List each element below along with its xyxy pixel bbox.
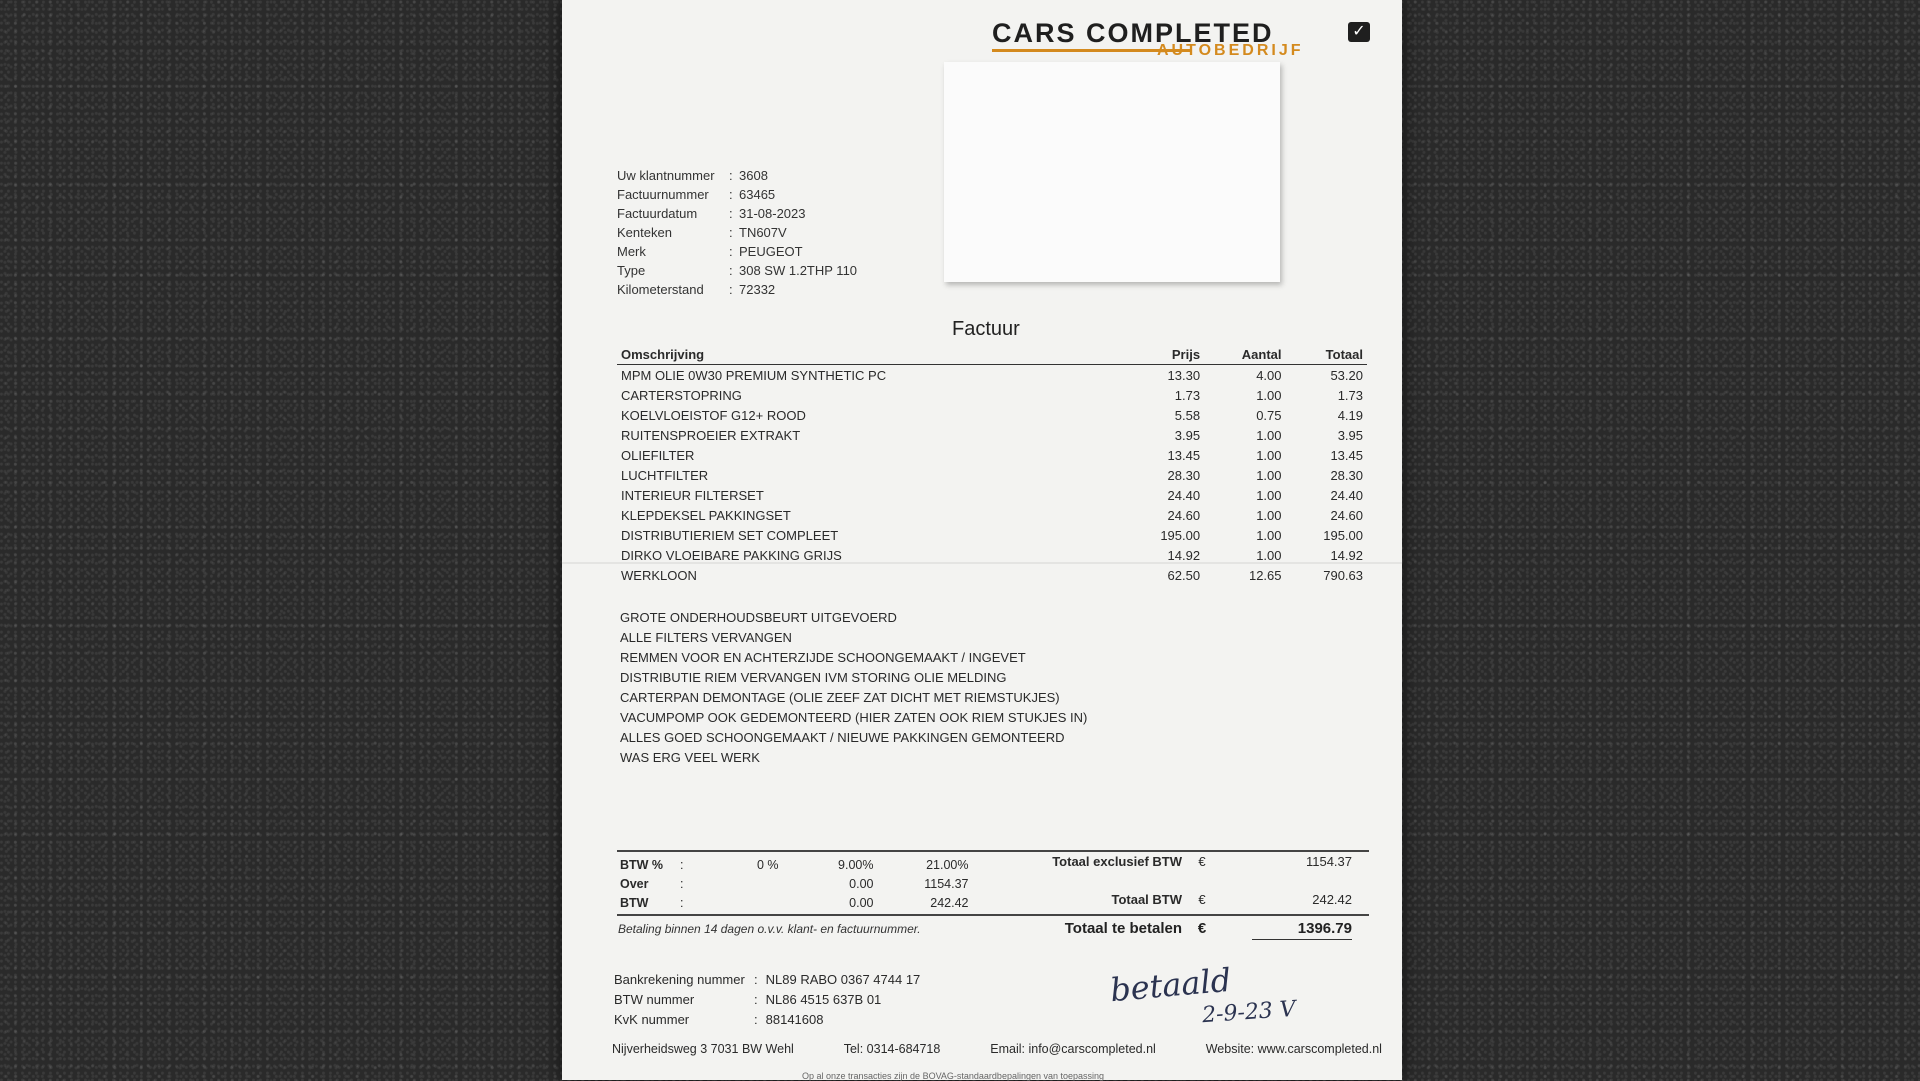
invoice-lines-table — [617, 344, 1367, 585]
table-row — [617, 505, 1367, 525]
cell-description: WERKLOON — [621, 567, 697, 583]
info-row — [617, 261, 857, 280]
cell-total: 28.30 — [1330, 467, 1363, 483]
bank-sep: : — [754, 992, 758, 1007]
bank-row — [614, 1010, 920, 1030]
grand-total-row — [1032, 920, 1370, 940]
info-row — [617, 242, 857, 261]
cell-quantity: 1.00 — [1256, 467, 1282, 483]
cell-price: 13.45 — [1167, 447, 1201, 463]
info-row — [617, 223, 857, 242]
invoice-paper — [562, 0, 1402, 1080]
vat-col-21: 21.00% — [926, 858, 969, 872]
info-value: 31-08-2023 — [739, 206, 806, 221]
vat-col-21: 1154.37 — [924, 877, 969, 891]
handwritten-paid-note: betaald — [1108, 960, 1233, 1010]
invoice-title: Factuur — [952, 318, 1020, 340]
cell-quantity: 1.00 — [1256, 427, 1282, 443]
totals-block — [1032, 852, 1370, 909]
footer-disclaimer: Op al onze transacties zijn de BOVAG-standaardbepalingen van toepassing — [802, 1071, 1105, 1081]
currency-symbol: € — [1198, 854, 1206, 869]
cell-total: 1.73 — [1337, 387, 1363, 403]
header-price: Prijs — [1127, 344, 1204, 365]
bank-key: Bankrekening nummer — [614, 972, 745, 987]
grand-total-value: 1396.79 — [1252, 920, 1352, 940]
info-value: 3608 — [739, 168, 768, 183]
cell-total: 13.45 — [1330, 447, 1363, 463]
footer-website: Website: www.carscompleted.nl — [1205, 1042, 1382, 1056]
cell-description: CARTERSTOPRING — [621, 387, 742, 403]
vat-label: BTW — [620, 896, 649, 910]
bank-value: NL86 4515 637B 01 — [765, 992, 882, 1007]
logo-subtitle: AUTOBEDRIJF — [1157, 42, 1304, 59]
company-footer — [612, 1042, 1382, 1056]
cell-description: OLIEFILTER — [621, 447, 695, 463]
grand-total-label: Totaal te betalen — [1064, 920, 1182, 937]
logo-text: CARS COMPLETED — [992, 18, 1274, 48]
info-row — [617, 166, 857, 185]
info-sep: : — [729, 282, 733, 297]
note-line: VACUMPOMP OOK GEDEMONTEERD (HIER ZATEN OOK RIEM STUKJES IN) — [620, 710, 1088, 725]
cell-price: 62.50 — [1167, 567, 1201, 583]
cell-quantity: 1.00 — [1256, 387, 1282, 403]
bank-value: NL89 RABO 0367 4744 17 — [765, 972, 921, 987]
cell-total: 4.19 — [1337, 407, 1363, 423]
payment-terms: Betaling binnen 14 dagen o.v.v. klant- en factuurnummer. — [618, 922, 921, 936]
cell-price: 24.60 — [1167, 507, 1201, 523]
total-excl-value: 1154.37 — [1305, 854, 1352, 869]
bank-details — [614, 970, 920, 1030]
customer-info — [617, 166, 857, 299]
spacer-row — [1032, 871, 1370, 890]
vat-sep: : — [680, 877, 684, 891]
cell-price: 195.00 — [1160, 527, 1201, 543]
currency-symbol: € — [1198, 892, 1206, 907]
info-row — [617, 280, 857, 299]
note-line: ALLES GOED SCHOONGEMAAKT / NIEUWE PAKKINGEN GEMONTEERD — [620, 730, 1065, 745]
cell-price: 13.30 — [1167, 367, 1201, 383]
info-sep: : — [729, 244, 733, 259]
total-excl-label: Totaal exclusief BTW — [1052, 854, 1182, 869]
header-total: Totaal — [1286, 344, 1367, 365]
info-value: PEUGEOT — [739, 244, 803, 259]
cell-total: 24.60 — [1330, 507, 1363, 523]
cell-quantity: 1.00 — [1256, 447, 1282, 463]
total-excl-row — [1032, 852, 1370, 871]
cell-quantity: 1.00 — [1256, 487, 1282, 503]
cell-total: 24.40 — [1330, 487, 1363, 503]
bank-sep: : — [754, 972, 758, 987]
vat-col-0: 0 % — [756, 858, 779, 872]
cell-price: 1.73 — [1174, 387, 1201, 403]
cell-description: DISTRIBUTIERIEM SET COMPLEET — [621, 527, 839, 543]
bank-row — [614, 990, 920, 1010]
info-value: 72332 — [739, 282, 776, 297]
info-key: Kilometerstand — [617, 282, 704, 297]
note-line: WAS ERG VEEL WERK — [620, 750, 760, 765]
cell-description: INTERIEUR FILTERSET — [621, 487, 764, 503]
info-row — [617, 204, 857, 223]
info-sep: : — [729, 168, 733, 183]
info-value: TN607V — [739, 225, 787, 240]
table-header-row — [617, 344, 1367, 365]
cell-price: 28.30 — [1167, 467, 1201, 483]
cell-description: RUITENSPROEIER EXTRAKT — [621, 427, 801, 443]
vat-row — [620, 856, 968, 875]
vat-col-0 — [683, 894, 778, 913]
table-row — [617, 385, 1367, 405]
header-description: Omschrijving — [617, 344, 1127, 365]
cell-quantity: 4.00 — [1256, 367, 1282, 383]
work-notes — [620, 608, 1087, 768]
cell-quantity: 12.65 — [1248, 567, 1282, 583]
cell-quantity: 1.00 — [1256, 527, 1282, 543]
note-line: CARTERPAN DEMONTAGE (OLIE ZEEF ZAT DICHT MET RIEMSTUKJES) — [620, 690, 1060, 705]
cell-quantity: 1.00 — [1256, 547, 1282, 563]
table-row — [617, 405, 1367, 425]
info-key: Type — [617, 263, 646, 278]
info-value: 308 SW 1.2THP 110 — [739, 263, 858, 278]
vat-col-9: 0.00 — [849, 877, 874, 891]
cell-total: 53.20 — [1330, 367, 1363, 383]
address-sticker — [944, 62, 1280, 282]
vat-col-9: 9.00% — [838, 858, 874, 872]
vat-breakdown — [620, 856, 968, 913]
table-row — [617, 565, 1367, 585]
cell-description: LUCHTFILTER — [621, 467, 709, 483]
bank-sep: : — [754, 1012, 758, 1027]
info-key: Uw klantnummer — [617, 168, 715, 183]
cell-total: 195.00 — [1323, 527, 1363, 543]
cell-price: 3.95 — [1174, 427, 1201, 443]
total-vat-value: 242.42 — [1312, 892, 1352, 907]
cell-quantity: 0.75 — [1256, 407, 1282, 423]
table-row — [617, 525, 1367, 545]
bank-key: BTW nummer — [614, 992, 695, 1007]
table-row — [617, 465, 1367, 485]
note-line: ALLE FILTERS VERVANGEN — [620, 630, 792, 645]
table-row — [617, 445, 1367, 465]
info-sep: : — [729, 225, 733, 240]
info-key: Kenteken — [617, 225, 672, 240]
note-line: GROTE ONDERHOUDSBEURT UITGEVOERD — [620, 610, 897, 625]
cell-quantity: 1.00 — [1256, 507, 1282, 523]
note-line: REMMEN VOOR EN ACHTERZIJDE SCHOONGEMAAKT / INGEVET — [620, 650, 1026, 665]
cell-price: 24.40 — [1167, 487, 1201, 503]
vat-row — [620, 894, 968, 913]
bank-value: 88141608 — [765, 1012, 824, 1027]
table-row — [617, 545, 1367, 565]
total-vat-row — [1032, 890, 1370, 909]
info-key: Factuurdatum — [617, 206, 698, 221]
cell-price: 5.58 — [1174, 407, 1201, 423]
note-line: DISTRIBUTIE RIEM VERVANGEN IVM STORING OLIE MELDING — [620, 670, 1007, 685]
info-row — [617, 185, 857, 204]
cell-total: 790.63 — [1323, 567, 1363, 583]
footer-email: Email: info@carscompleted.nl — [990, 1042, 1156, 1056]
bank-row — [614, 970, 920, 990]
table-row — [617, 365, 1367, 386]
info-sep: : — [729, 187, 733, 202]
vat-row — [620, 875, 968, 894]
header-quantity: Aantal — [1204, 344, 1285, 365]
cell-price: 14.92 — [1167, 547, 1201, 563]
totals-rule — [617, 914, 1369, 916]
handwritten-date-note: 2-9-23 V — [1201, 996, 1297, 1029]
table-row — [617, 485, 1367, 505]
info-value: 63465 — [739, 187, 776, 202]
vat-col-9: 0.00 — [849, 896, 874, 910]
footer-phone: Tel: 0314-684718 — [843, 1042, 941, 1056]
vat-label: Over — [620, 877, 649, 891]
footer-address: Nijverheidsweg 3 7031 BW Wehl — [612, 1042, 794, 1056]
total-vat-label: Totaal BTW — [1111, 892, 1182, 907]
cell-description: MPM OLIE 0W30 PREMIUM SYNTHETIC PC — [621, 367, 887, 383]
info-sep: : — [729, 263, 733, 278]
cell-description: DIRKO VLOEIBARE PAKKING GRIJS — [621, 547, 842, 563]
cell-total: 3.95 — [1337, 427, 1363, 443]
bank-key: KvK nummer — [614, 1012, 690, 1027]
currency-symbol: € — [1197, 920, 1207, 937]
company-logo — [992, 18, 1372, 60]
cell-description: KOELVLOEISTOF G12+ ROOD — [621, 407, 806, 423]
info-sep: : — [729, 206, 733, 221]
info-key: Factuurnummer — [617, 187, 709, 202]
cell-total: 14.92 — [1330, 547, 1363, 563]
table-row — [617, 425, 1367, 445]
vat-col-21: 242.42 — [930, 896, 969, 910]
checkmark-icon: ✓ — [1348, 22, 1370, 42]
cell-description: KLEPDEKSEL PAKKINGSET — [621, 507, 791, 523]
info-key: Merk — [617, 244, 646, 259]
vat-sep: : — [680, 896, 684, 910]
vat-label: BTW % — [620, 858, 664, 872]
vat-sep: : — [680, 858, 684, 872]
vat-col-0 — [683, 875, 778, 894]
